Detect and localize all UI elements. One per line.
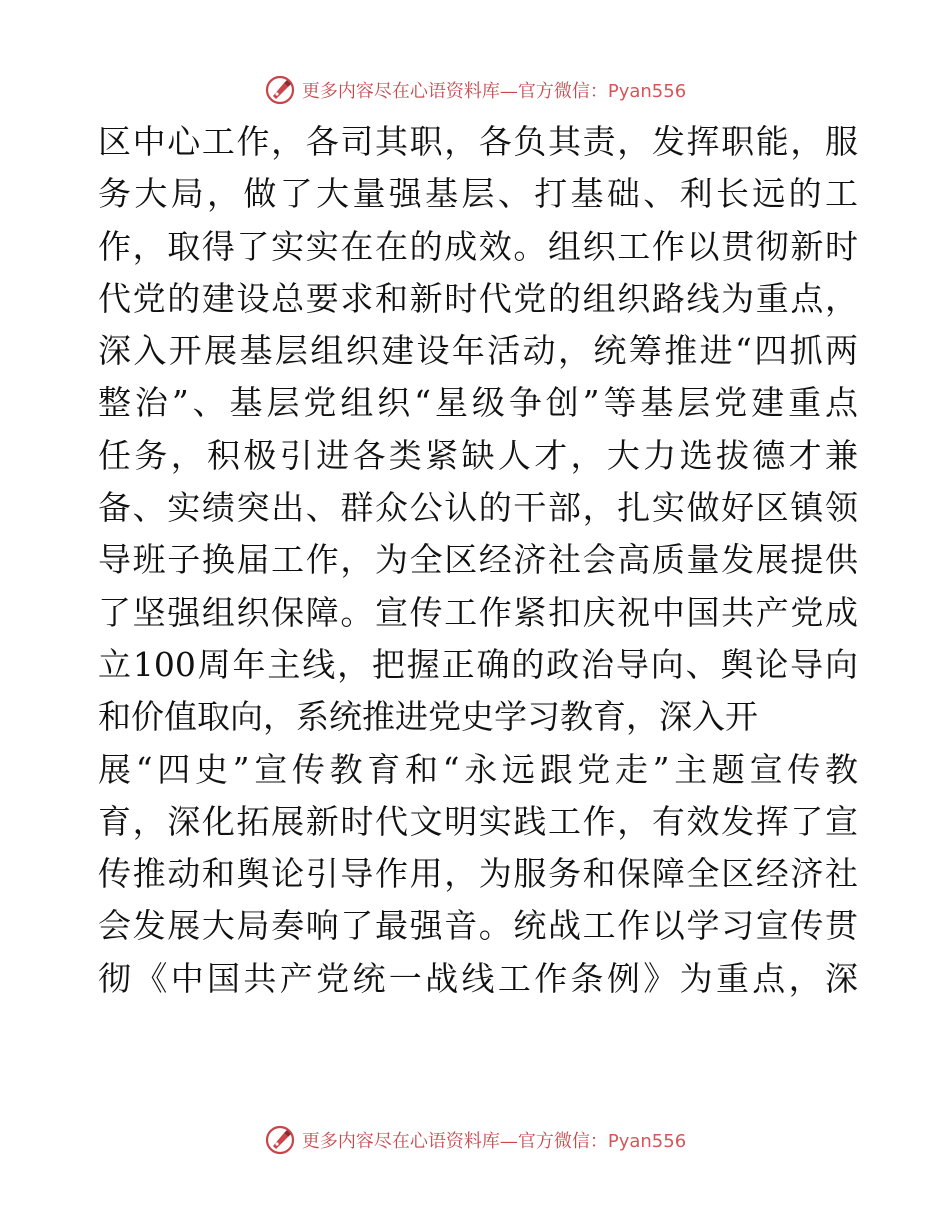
body-line: 务大局，做了大量强基层、打基础、利长远的工	[98, 174, 858, 214]
body-line: 任务，积极引进各类紧缺人才，大力选拔德才兼	[98, 435, 858, 475]
header-separator: —	[499, 81, 518, 102]
header-site-text: 更多内容尽在心语资料库	[301, 81, 500, 102]
footer-wechat-label: 官方微信：	[517, 1131, 608, 1152]
header-wechat-label: 官方微信：	[517, 81, 608, 102]
pen-nib-logo-icon	[264, 74, 296, 106]
pen-nib-logo-icon	[264, 1124, 296, 1156]
header-banner	[0, 70, 950, 110]
header-banner-text	[302, 77, 686, 103]
body-line: 展“四史”宣传教育和“永远跟党走”主题宣传教	[98, 749, 858, 789]
body-line: 作，取得了实实在在的成效。组织工作以贯彻新时	[98, 226, 858, 266]
body-line: 和价值取向，系统推进党史学习教育，深入开	[98, 697, 758, 737]
body-line: 立100周年主线，把握正确的政治导向、舆论导向	[98, 644, 858, 684]
body-line: 导班子换届工作，为全区经济社会高质量发展提供	[98, 540, 858, 580]
header-wechat-id: Pyan556	[607, 81, 687, 102]
footer-banner	[0, 1120, 950, 1160]
body-line: 备、实绩突出、群众公认的干部，扎实做好区镇领	[98, 488, 858, 528]
body-line: 区中心工作，各司其职，各负其责，发挥职能，服	[98, 122, 858, 161]
footer-site-text: 更多内容尽在心语资料库	[301, 1131, 500, 1152]
document-body	[98, 116, 858, 1005]
body-line: 传推动和舆论引导作用，为服务和保障全区经济社	[98, 854, 858, 894]
body-line: 代党的建设总要求和新时代党的组织路线为重点，	[98, 278, 858, 318]
body-line: 彻《中国共产党统一战线工作条例》为重点，深	[98, 958, 858, 998]
body-line: 育，深化拓展新时代文明实践工作，有效发挥了宣	[98, 801, 858, 841]
body-line: 整治”、基层党组织“星级争创”等基层党建重点	[98, 383, 858, 423]
footer-banner-text	[302, 1127, 686, 1153]
footer-separator: —	[499, 1131, 518, 1152]
body-line: 了坚强组织保障。宣传工作紧扣庆祝中国共产党成	[98, 592, 858, 632]
footer-wechat-id: Pyan556	[607, 1131, 687, 1152]
body-line: 会发展大局奏响了最强音。统战工作以学习宣传贯	[98, 906, 858, 946]
body-line: 深入开展基层组织建设年活动，统筹推进“四抓两	[98, 331, 858, 371]
